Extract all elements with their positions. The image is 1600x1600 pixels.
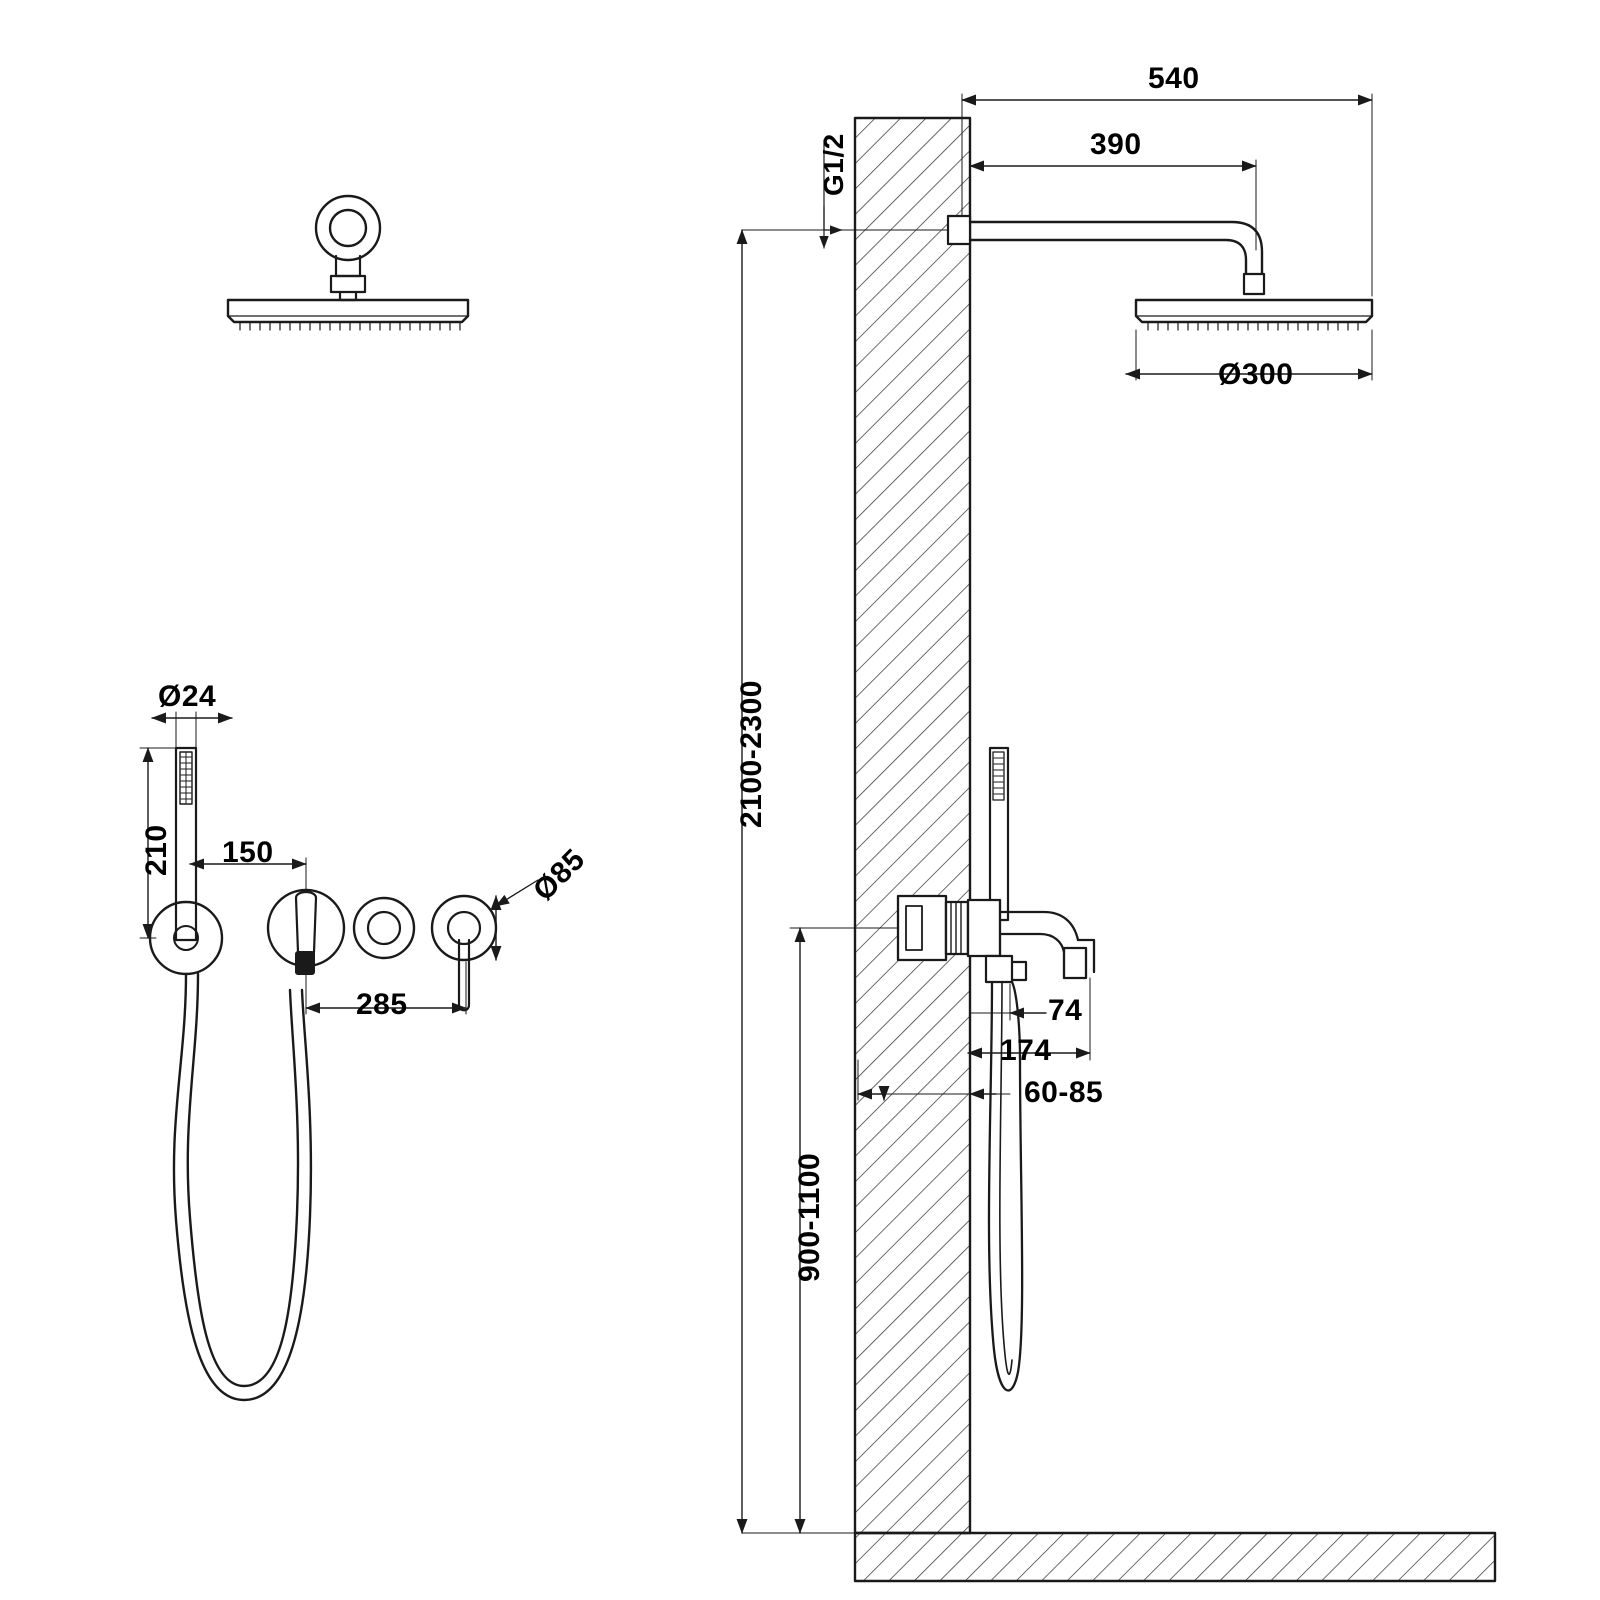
dim-handset-diameter: Ø24	[158, 680, 217, 713]
dim-overhead-arm-reach: 390	[1090, 128, 1142, 161]
dim-rosette-diameter: Ø85	[527, 842, 592, 908]
dim-overhead-arm-total: 540	[1148, 62, 1200, 95]
dim-handset-to-valve: 150	[222, 836, 274, 869]
dim-inlet-thread: G1/2	[818, 133, 849, 196]
view-overhead-head-front	[228, 196, 468, 330]
dim-valve-spacing: 285	[356, 988, 408, 1021]
dim-holder-offset: 74	[1048, 994, 1083, 1027]
dim-wall-thickness: 60-85	[1024, 1076, 1104, 1109]
dim-head-height-range: 2100-2300	[735, 680, 768, 828]
dim-mixer-height-range: 900-1100	[793, 1152, 826, 1282]
view-handset-and-controls	[150, 748, 496, 1400]
view-wall-section	[855, 118, 1495, 1581]
dim-handset-length: 210	[140, 824, 173, 876]
dim-head-diameter: Ø300	[1218, 358, 1294, 391]
dim-spout-projection: 174	[1000, 1034, 1052, 1067]
